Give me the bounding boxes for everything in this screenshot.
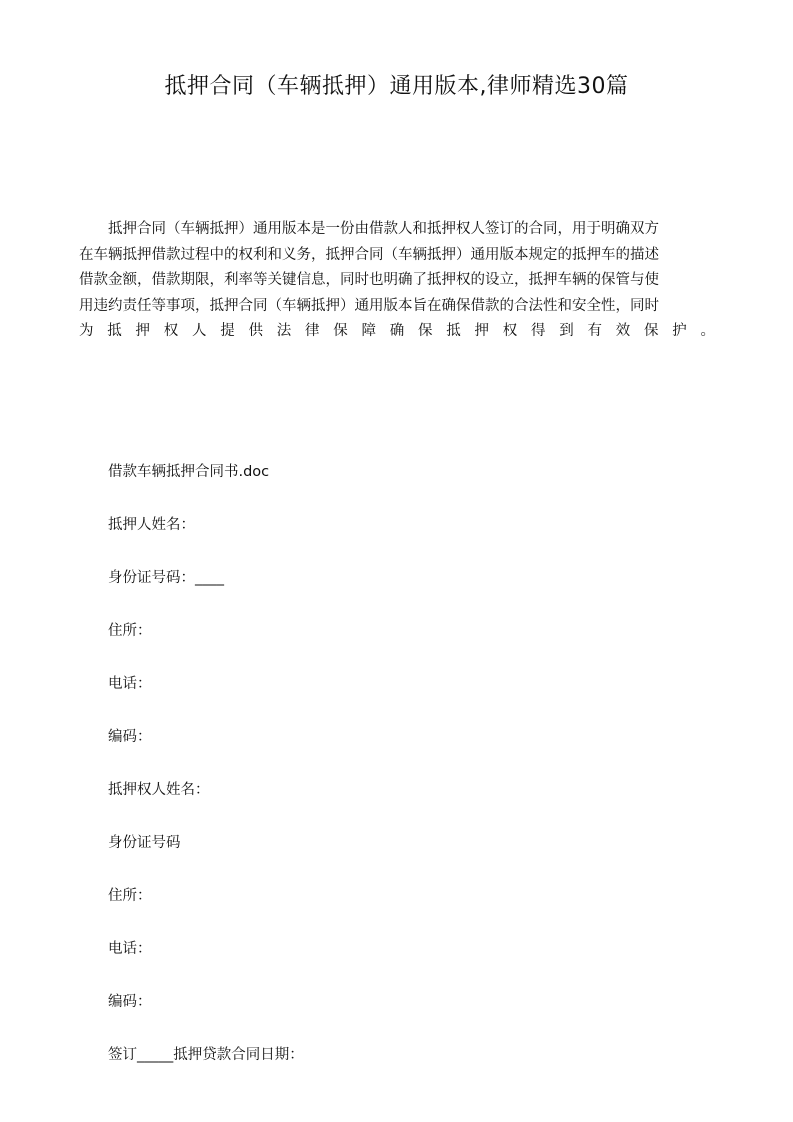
intro-line: 抵押合同（车辆抵押）通用版本是一份由借款人和抵押权人签订的合同，用于明确双方 xyxy=(108,221,659,237)
mortgagee-name-field: 抵押权人姓名： xyxy=(108,782,210,798)
intro-line: 为抵押权人提供法律保障确保抵押权得到有效保护。 xyxy=(79,323,715,339)
mortgagor-postcode-field: 编码： xyxy=(108,729,152,745)
document-title: 抵押合同（车辆抵押）通用版本,律师精选30篇 xyxy=(164,74,629,99)
mortgagee-id-field: 身份证号码 xyxy=(108,835,181,851)
contract-date-field: 签订_____抵押贷款合同日期： xyxy=(108,1047,304,1063)
mortgagee-postcode-field: 编码： xyxy=(108,994,152,1010)
file-name-line: 借款车辆抵押合同书.doc xyxy=(108,464,270,480)
intro-paragraph xyxy=(79,217,715,345)
intro-line: 借款金额，借款期限，利率等关键信息，同时也明确了抵押权的设立，抵押车辆的保管与使 xyxy=(79,272,659,288)
intro-line: 用违约责任等事项，抵押合同（车辆抵押）通用版本旨在确保借款的合法性和安全性，同时 xyxy=(79,297,659,314)
mortgagor-phone-field: 电话： xyxy=(108,676,152,692)
mortgagee-phone-field: 电话： xyxy=(108,941,152,957)
mortgagor-id-field: 身份证号码：____ xyxy=(108,570,224,586)
intro-line: 在车辆抵押借款过程中的权利和义务，抵押合同（车辆抵押）通用版本规定的抵押车的描述 xyxy=(79,246,659,263)
mortgagor-name-field: 抵押人姓名： xyxy=(108,517,195,533)
mortgagee-address-field: 住所： xyxy=(108,888,152,904)
mortgagor-address-field: 住所： xyxy=(108,623,152,639)
